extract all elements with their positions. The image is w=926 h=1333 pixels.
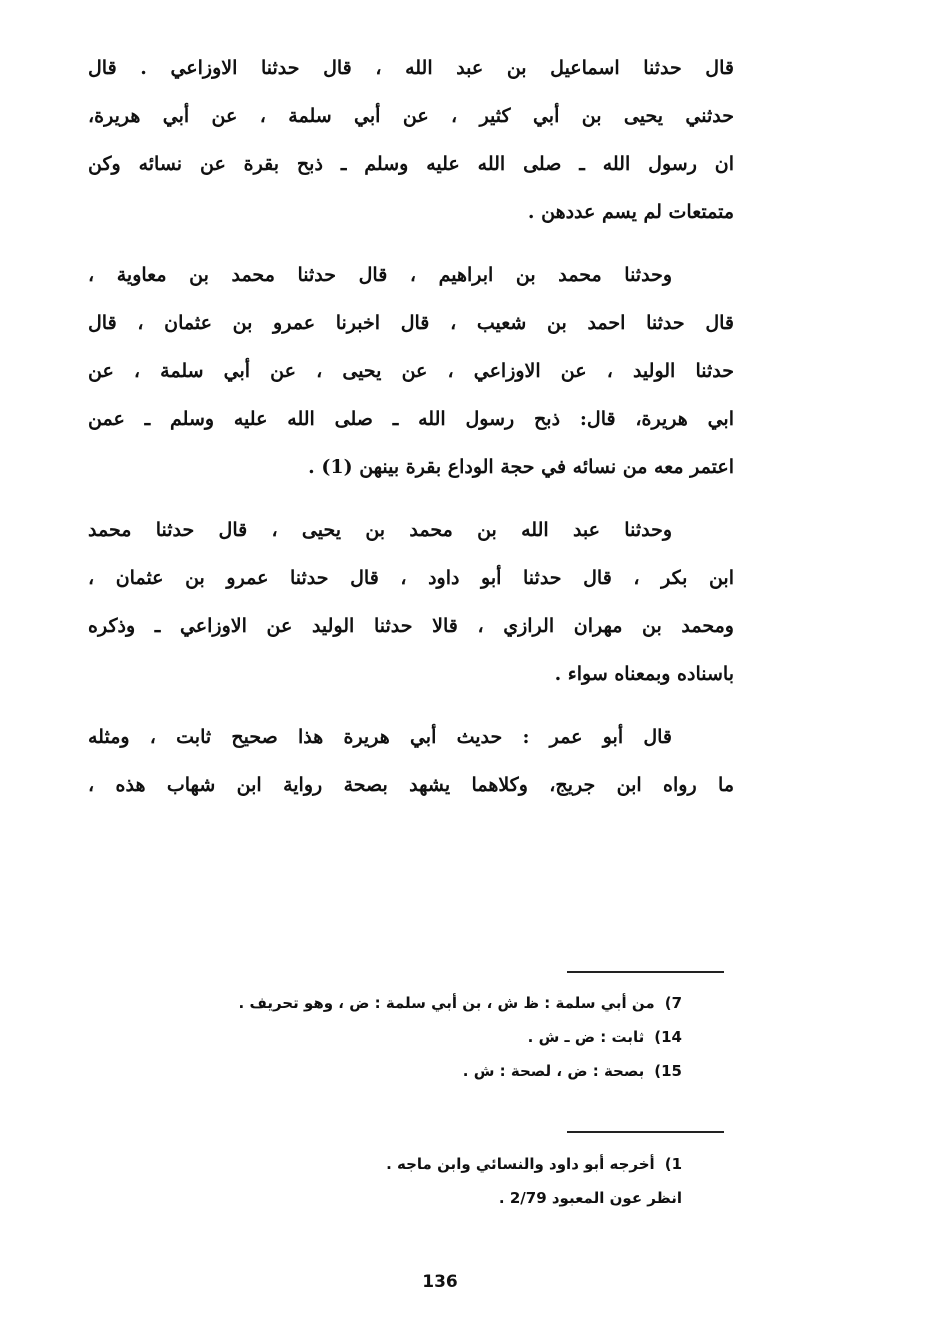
page-number: 136 — [422, 1272, 458, 1292]
text-line: قال أبو عمر : حديث أبي هريرة هذا صحيح ثابت ، ومثله — [88, 726, 672, 748]
footnote-divider — [567, 1131, 724, 1133]
text-line: ما رواه ابن جريج، وكلاهما يشهد بصحة رواية ابن شهاب هذه ، — [88, 774, 734, 796]
text-line: قال حدثنا اسماعيل بن عبد الله ، قال حدثنا الاوزاعي . قال — [88, 57, 734, 79]
text-line: ومحمد بن مهران الرازي ، قالا حدثنا الوليد عن الاوزاعي ـ وذكره — [88, 615, 734, 637]
text-line: ابن بكر ، قال حدثنا أبو داود ، قال حدثنا عمرو بن عثمان ، — [88, 567, 734, 589]
text-line: باسناده وبمعناه سواء . — [554, 663, 734, 685]
footnote-text: أخرجه أبو داود والنسائي وابن ماجه . — [386, 1155, 655, 1173]
footnote-text: ثابت : ض ـ ش . — [527, 1028, 645, 1046]
text-line: قال حدثنا احمد بن شعيب ، قال اخبرنا عمرو بن عثمان ، قال — [88, 312, 734, 334]
text-line: متمتعات لم يسم عددهن . — [527, 201, 734, 223]
footnote-divider — [567, 971, 724, 973]
reference-notes — [100, 1147, 682, 1215]
footnote-item — [100, 1147, 682, 1181]
footnote-item — [100, 1054, 682, 1088]
footnote-item — [100, 1020, 682, 1054]
paragraph-4 — [88, 713, 734, 809]
footnote-number: 14) — [654, 1028, 682, 1046]
footnote-number: 7) — [664, 994, 682, 1012]
main-text-body — [88, 44, 734, 824]
text-line: ابي هريرة، قال: ذبح رسول الله ـ صلى الله عليه وسلم ـ عمن — [88, 408, 734, 430]
footnote-text: من أبي سلمة : ظ ش ، بن أبي سلمة : ض ، وهو تحريف . — [238, 994, 655, 1012]
footnote-item — [100, 986, 682, 1020]
paragraph-2 — [88, 251, 734, 491]
text-line: ان رسول الله ـ صلى الله عليه وسلم ـ ذبح بقرة عن نسائه وكن — [88, 153, 734, 175]
footnote-number: 15) — [654, 1062, 682, 1080]
paragraph-3 — [88, 506, 734, 698]
text-line: اعتمر معه من نسائه في حجة الوداع بقرة بينهن (1) . — [308, 456, 734, 478]
text-line: وحدثنا محمد بن ابراهيم ، قال حدثنا محمد بن معاوية ، — [88, 264, 672, 286]
footnote-text: انظر عون المعبود 2/79 . — [498, 1189, 682, 1207]
footnote-item — [100, 1181, 682, 1215]
text-line: وحدثنا عبد الله بن محمد بن يحيى ، قال حدثنا محمد — [88, 519, 672, 541]
text-line: حدثني يحيى بن أبي كثير ، عن أبي سلمة ، عن أبي هريرة، — [88, 105, 734, 127]
footnote-number: 1) — [664, 1155, 682, 1173]
text-line: حدثنا الوليد ، عن الاوزاعي ، عن يحيى ، عن أبي سلمة ، عن — [88, 360, 734, 382]
apparatus-notes — [100, 986, 682, 1088]
footnote-text: بصحة : ض ، لصحة : ش . — [462, 1062, 645, 1080]
paragraph-1 — [88, 44, 734, 236]
